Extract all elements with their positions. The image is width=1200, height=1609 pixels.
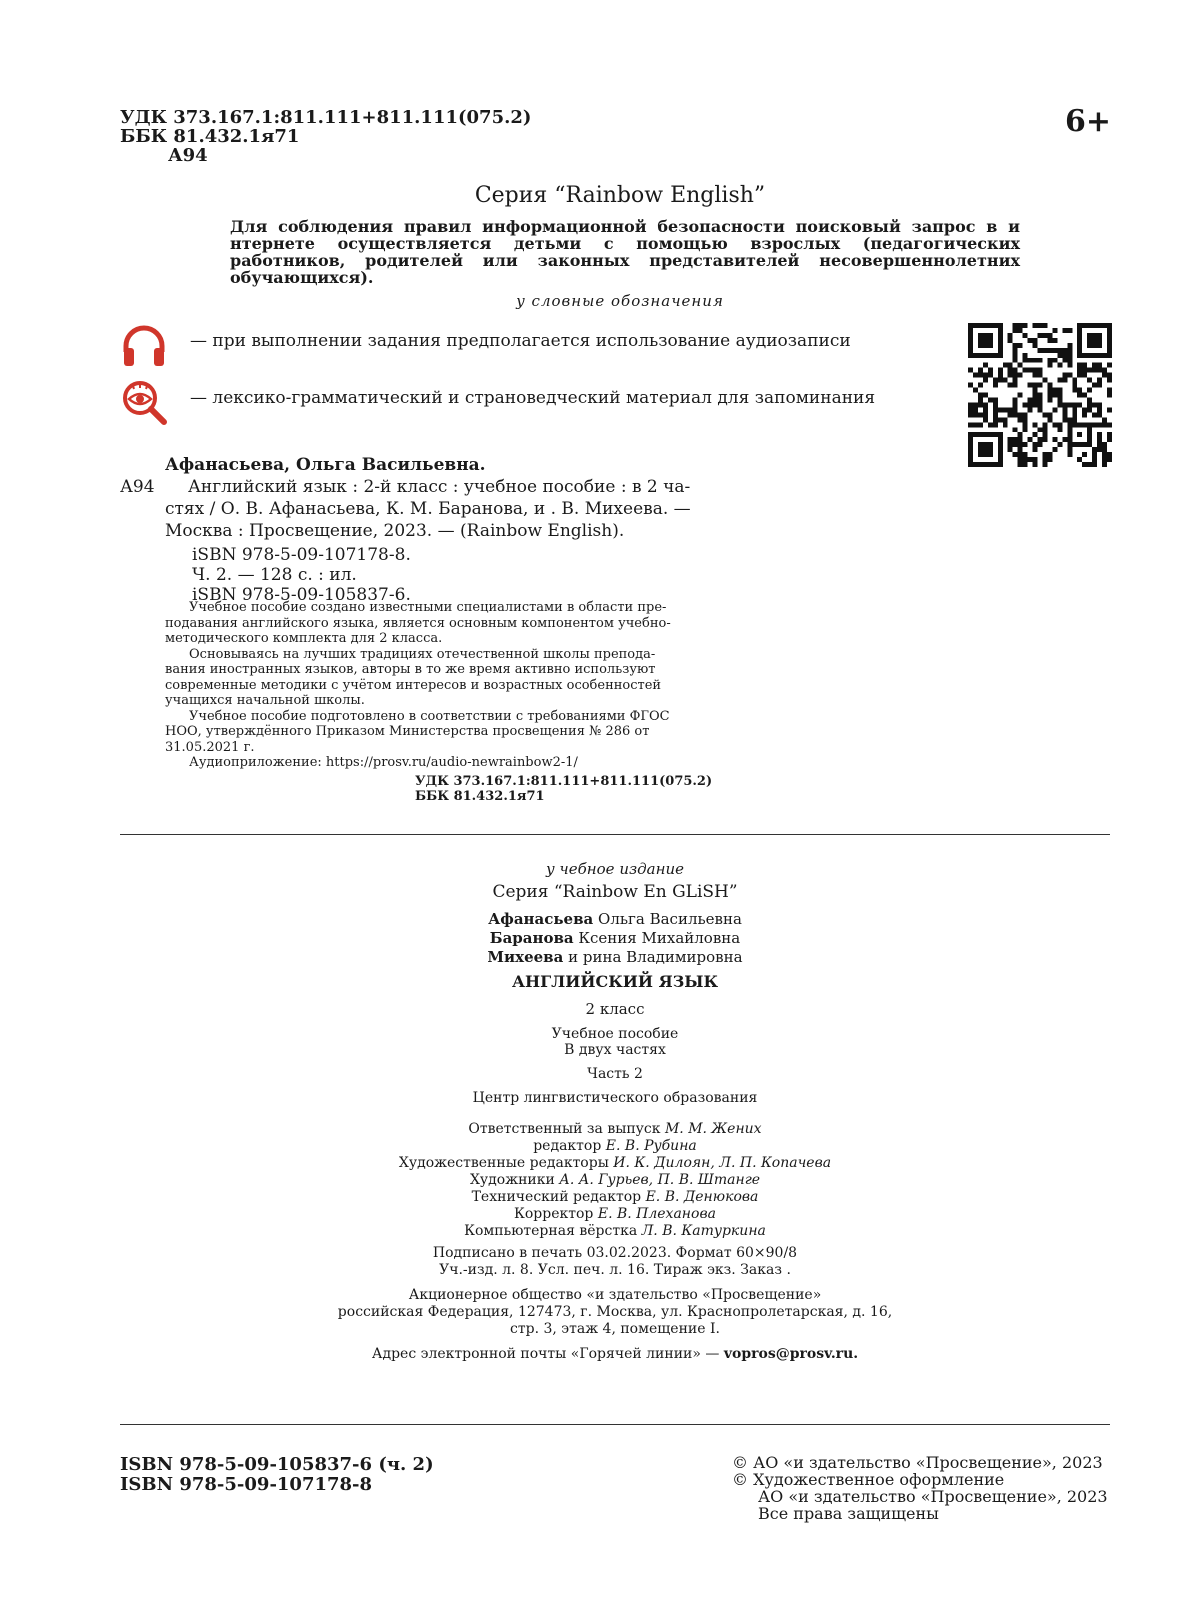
headphones-icon xyxy=(120,322,168,370)
annotation-p3: Учебное пособие подготовлено в соответствии с требованиями ФГОС НОО, утверждённого Приказом Министерства просвещения № 286 от 31.05.2021 г. xyxy=(165,708,670,755)
footer-copyright xyxy=(732,1454,1108,1522)
header-udk-block xyxy=(120,108,531,165)
biblio-isbn2: iSBN 978-5-09-105837-6. xyxy=(192,585,411,605)
credit-3: Художественные редакторы И. К. Дилоян, Л. П. Копачева xyxy=(398,1155,832,1171)
udk-code: УДК 373.167.1:811.111+811.111(075.2) xyxy=(120,107,532,128)
bbk-code: ББК 81.432.1я71 xyxy=(120,126,300,147)
annotation xyxy=(165,600,725,805)
copyright-1: © АО «и здательство «Просвещение», 2023 xyxy=(732,1453,1103,1472)
legend-audio-text: — при выполнении задания предполагается использование аудиозаписи xyxy=(190,331,851,351)
credit-6: Корректор Е. В. Плеханова xyxy=(514,1206,716,1222)
publisher-1: Акционерное общество «и здательство «Просвещение» xyxy=(408,1287,822,1303)
edition-type: у чебное издание xyxy=(545,860,685,878)
copyright-2: © Художественное оформление xyxy=(732,1470,1005,1489)
isbn-general: ISBN 978-5-09-107178-8 xyxy=(120,1474,373,1495)
center-name: Центр лингвистического образования xyxy=(472,1090,758,1106)
biblio-isbn1: iSBN 978-5-09-107178-8. xyxy=(192,545,411,565)
publisher-3: стр. 3, этаж 4, помещение I. xyxy=(510,1321,720,1337)
publisher-2: российская Федерация, 127473, г. Москва, ул. Краснопролетарская, д. 16, xyxy=(337,1304,893,1320)
copyright-4: Все права защищены xyxy=(758,1504,939,1523)
series-title: Серия “Rainbow English” xyxy=(474,183,766,208)
annotation-audio-link[interactable]: Аудиоприложение: https://prosv.ru/audio-newrainbow2-1/ xyxy=(189,755,578,770)
print-info-2: Уч.-изд. л. 8. Усл. печ. л. 16. Тираж экз. Заказ . xyxy=(439,1262,791,1278)
eye-magnifier-icon xyxy=(120,378,168,426)
biblio-line3: Москва : Просвещение, 2023. — (Rainbow English). xyxy=(165,521,625,541)
biblio-line2: стях / О. В. Афанасьева, К. М. Баранова, и . В. Михеева. — xyxy=(165,499,691,519)
colophon-author-2: Баранова Ксения Михайловна xyxy=(489,929,741,947)
credit-5: Технический редактор Е. В. Денюкова xyxy=(471,1189,759,1205)
email-link[interactable]: vopros@prosv.ru. xyxy=(723,1346,859,1362)
book-type: Учебное пособие xyxy=(551,1026,679,1042)
biblio-author: Афанасьева, Ольга Васильевна. xyxy=(165,455,486,475)
footer-isbn xyxy=(120,1455,434,1495)
annotation-bbk: ББК 81.432.1я71 xyxy=(415,789,545,804)
grade: 2 класс xyxy=(585,1000,645,1018)
credit-7: Компьютерная вёрстка Л. В. Катуркина xyxy=(464,1223,766,1239)
annotation-p1: Учебное пособие создано известными специалистами в области пре- подавания английского языка, является основным компонентом учебно- методического комплекта для 2 класса. xyxy=(165,600,671,646)
copyright-3: АО «и здательство «Просвещение», 2023 xyxy=(758,1487,1108,1506)
author-mark: А94 xyxy=(168,145,208,166)
safety-notice: Для соблюдения правил информационной безопасности поисковый запрос в и нтернете осуществляется детьми с помощью взрослых (педагогических работников, родителей или законных представителей несовершеннолетних обучающихся). xyxy=(230,217,1020,287)
legend-memo-text: — лексико-грамматический и страноведческий материал для запоминания xyxy=(190,388,876,408)
colophon-author-1: Афанасьева Ольга Васильевна xyxy=(488,910,742,928)
credit-1: Ответственный за выпуск М. М. Жених xyxy=(468,1121,762,1137)
hotline-email: Адрес электронной почты «Горячей линии» — vopros@prosv.ru. xyxy=(371,1346,859,1362)
biblio-line1: Английский язык : 2-й класс : учебное пособие : в 2 ча- xyxy=(188,477,691,497)
isbn-part2: ISBN 978-5-09-105837-6 (ч. 2) xyxy=(120,1454,434,1475)
qr-code[interactable] xyxy=(968,323,1112,467)
age-rating: 6+ xyxy=(1065,104,1112,139)
print-info-1: Подписано в печать 03.02.2023. Формат 60×90/8 xyxy=(432,1245,798,1261)
biblio-mark: А94 xyxy=(120,477,155,497)
credit-4: Художники А. А. Гурьев, П. В. Штанге xyxy=(469,1172,761,1188)
annotation-udk: УДК 373.167.1:811.111+811.111(075.2) xyxy=(415,773,713,789)
divider-top xyxy=(120,834,1110,835)
book-part: Часть 2 xyxy=(587,1066,643,1082)
colophon-series: Серия “Rainbow En GLiSH” xyxy=(492,882,738,902)
legend-title: у словные обозначения xyxy=(516,292,724,310)
credit-2: редактор Е. В. Рубина xyxy=(533,1138,697,1154)
book-title: АНГЛИЙСКИЙ ЯЗЫК xyxy=(511,972,719,991)
divider-bottom xyxy=(120,1424,1110,1425)
annotation-p2: Основываясь на лучших традициях отечественной школы препода- вания иностранных языков, авторы в то же время активно используют современные методики с учётом интересов и возрастных особенностей учащихся начальной школы. xyxy=(165,646,662,708)
colophon-author-3: Михеева и рина Владимировна xyxy=(487,948,743,966)
book-parts: В двух частях xyxy=(564,1042,666,1058)
biblio-part: Ч. 2. — 128 с. : ил. xyxy=(192,565,357,585)
